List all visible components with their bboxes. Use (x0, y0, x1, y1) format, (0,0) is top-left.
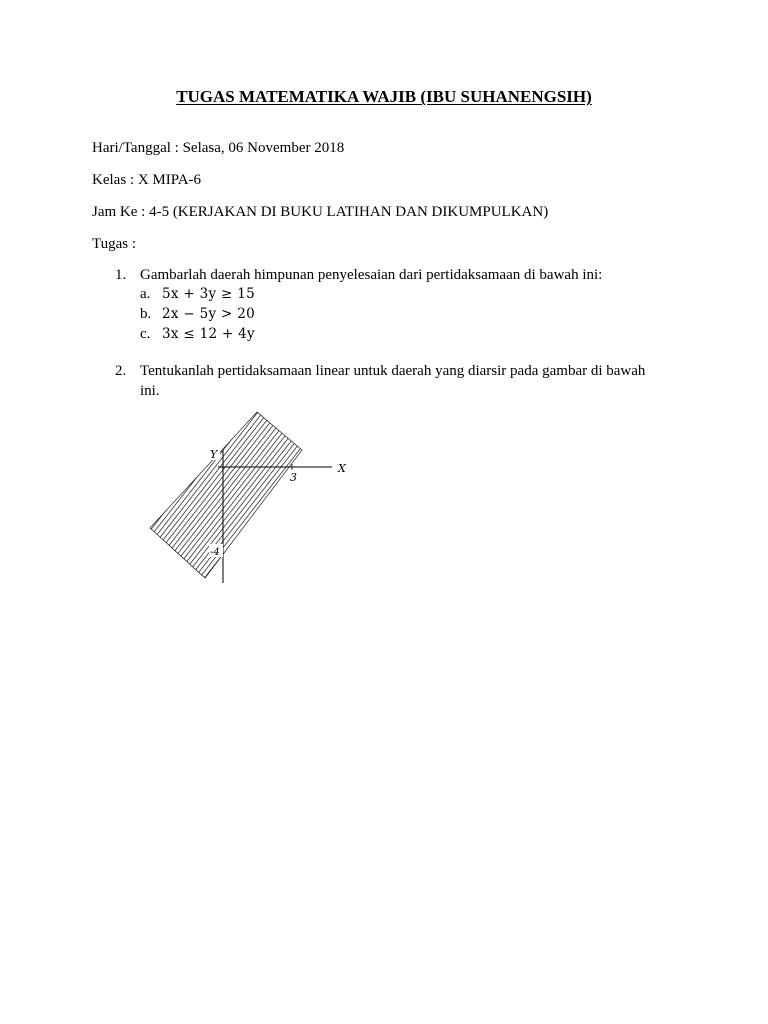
period-line: Jam Ke : 4-5 (KERJAKAN DI BUKU LATIHAN DAN DIKUMPULKAN) (92, 204, 549, 220)
y-axis-label: Y (210, 448, 218, 461)
part-letter: b. (140, 306, 152, 322)
page-title: TUGAS MATEMATIKA WAJIB (IBU SUHANENGSIH) (176, 87, 592, 106)
question-1-part-b (0, 304, 768, 324)
x-axis-label: X (338, 462, 346, 475)
question-number: 2. (115, 363, 127, 379)
inequality-expression: 5x + 3y ≥ 15 (162, 286, 255, 302)
class-line: Kelas : X MIPA-6 (92, 172, 202, 188)
question-1-part-a (0, 284, 768, 304)
y-intercept-label: -4 (210, 547, 220, 558)
question-text-line-1: Tentukanlah pertidaksamaan linear untuk daerah yang diarsir pada gambar di bawah (140, 363, 646, 379)
inequality-expression: 2x − 5y > 20 (162, 306, 255, 322)
question-2-continued (0, 381, 768, 401)
question-1-part-c (0, 324, 768, 344)
question-text: Gambarlah daerah himpunan penyelesaian dari pertidaksamaan di bawah ini: (140, 267, 603, 283)
x-intercept-label: 3 (290, 471, 297, 484)
part-letter: c. (140, 326, 151, 342)
question-2 (0, 361, 768, 381)
question-number: 1. (115, 267, 127, 283)
part-letter: a. (140, 286, 151, 302)
inequality-expression: 3x ≤ 12 + 4y (162, 326, 255, 342)
inequality-figure (140, 400, 360, 590)
shaded-region (150, 412, 302, 578)
question-text-line-2: ini. (140, 383, 160, 399)
question-1 (0, 265, 768, 285)
date-line: Hari/Tanggal : Selasa, 06 November 2018 (92, 140, 345, 156)
tasks-label: Tugas : (92, 236, 137, 252)
